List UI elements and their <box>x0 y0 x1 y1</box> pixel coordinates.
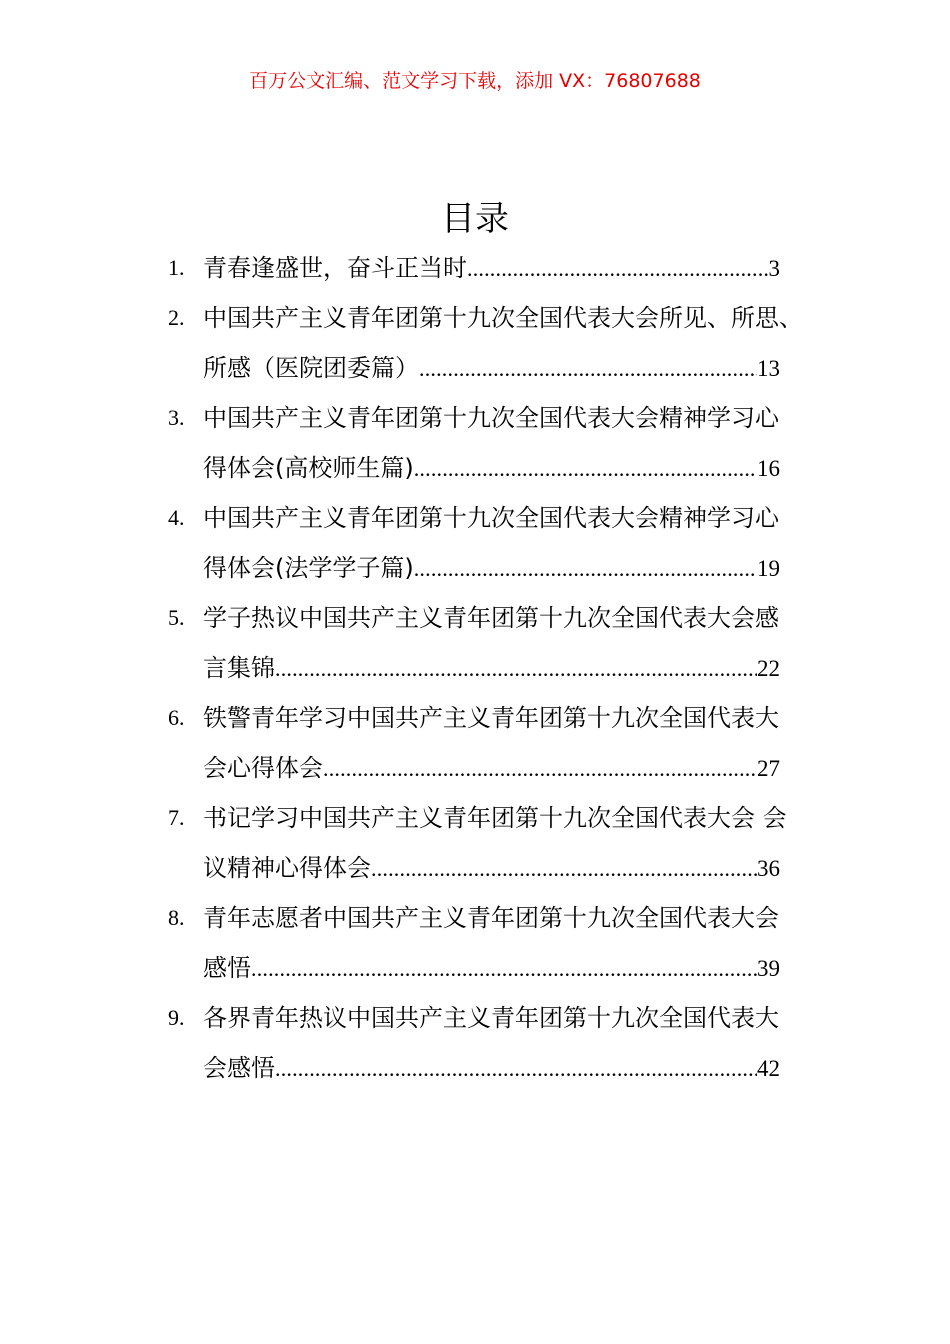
toc-entry-title-line: 中国共产主义青年团第十九次全国代表大会所见、所思、 <box>203 304 803 332</box>
toc-entry-number: 9. <box>168 1005 185 1030</box>
toc-page-number: 16 <box>757 456 780 481</box>
toc-dot-leader <box>414 544 757 593</box>
toc-entry-title-line: 青年志愿者中国共产主义青年团第十九次全国代表大会 <box>203 904 779 932</box>
toc-list <box>0 243 950 1093</box>
toc-page-number: 3 <box>768 256 780 281</box>
toc-entry-title-end: 感悟 <box>203 954 251 982</box>
toc-entry[interactable] <box>0 993 950 1093</box>
toc-entry[interactable] <box>0 243 950 293</box>
toc-entry-title-line: 中国共产主义青年团第十九次全国代表大会精神学习心 <box>203 404 779 432</box>
toc-entry-number: 4. <box>168 505 185 530</box>
toc-entry-final-line <box>203 643 780 693</box>
toc-entry[interactable] <box>0 393 950 493</box>
toc-entry-title-end: 青春逢盛世，奋斗正当时 <box>203 254 467 282</box>
toc-page-number: 13 <box>757 356 780 381</box>
toc-page-number: 27 <box>757 756 780 781</box>
toc-entry-final-line <box>203 243 780 293</box>
toc-entry-final-line <box>203 543 780 593</box>
toc-entry-title-end: 得体会(高校师生篇) <box>203 454 414 482</box>
toc-dot-leader <box>467 244 769 293</box>
toc-page-number: 39 <box>757 956 780 981</box>
toc-entry-title-line: 各界青年热议中国共产主义青年团第十九次全国代表大 <box>203 1004 779 1032</box>
toc-entry-title-end: 言集锦 <box>203 654 275 682</box>
toc-entry-title-end: 得体会(法学学子篇) <box>203 554 414 582</box>
toc-entry-number: 3. <box>168 405 185 430</box>
toc-entry-final-line <box>203 843 780 893</box>
toc-dot-leader <box>419 344 757 393</box>
toc-entry-title-end: 所感（医院团委篇） <box>203 354 419 382</box>
toc-entry-final-line <box>203 743 780 793</box>
toc-dot-leader <box>251 944 757 993</box>
toc-entry-final-line <box>203 343 780 393</box>
toc-entry-number: 6. <box>168 705 185 730</box>
toc-entry-number: 5. <box>168 605 185 630</box>
toc-entry-title-line: 学子热议中国共产主义青年团第十九次全国代表大会感 <box>203 604 779 632</box>
toc-entry[interactable] <box>0 593 950 693</box>
toc-dot-leader <box>275 644 757 693</box>
toc-entry[interactable] <box>0 493 950 593</box>
toc-entry-final-line <box>203 1043 780 1093</box>
toc-entry-number: 1. <box>168 255 185 280</box>
toc-page-number: 22 <box>757 656 780 681</box>
toc-dot-leader <box>323 744 757 793</box>
toc-title: 目录 <box>441 199 509 239</box>
toc-entry-title-end: 会心得体会 <box>203 754 323 782</box>
toc-entry-title-line: 铁警青年学习中国共产主义青年团第十九次全国代表大 <box>203 704 779 732</box>
toc-dot-leader <box>414 444 757 493</box>
toc-dot-leader <box>371 844 757 893</box>
toc-entry-number: 8. <box>168 905 185 930</box>
toc-entry-title-line: 书记学习中国共产主义青年团第十九次全国代表大会 会 <box>203 804 787 832</box>
toc-page-number: 36 <box>757 856 780 881</box>
toc-entry[interactable] <box>0 693 950 793</box>
header-banner: 百万公文汇编、范文学习下载，添加 VX：76807688 <box>249 70 701 92</box>
toc-page-number: 19 <box>757 556 780 581</box>
toc-entry-number: 7. <box>168 805 185 830</box>
toc-page-number: 42 <box>757 1056 780 1081</box>
toc-entry-final-line <box>203 943 780 993</box>
toc-entry-title-line: 中国共产主义青年团第十九次全国代表大会精神学习心 <box>203 504 779 532</box>
toc-entry[interactable] <box>0 293 950 393</box>
toc-dot-leader <box>275 1044 757 1093</box>
toc-entry-final-line <box>203 443 780 493</box>
toc-entry-title-end: 议精神心得体会 <box>203 854 371 882</box>
toc-entry-number: 2. <box>168 305 185 330</box>
toc-entry[interactable] <box>0 893 950 993</box>
toc-entry-title-end: 会感悟 <box>203 1054 275 1082</box>
toc-entry[interactable] <box>0 793 950 893</box>
